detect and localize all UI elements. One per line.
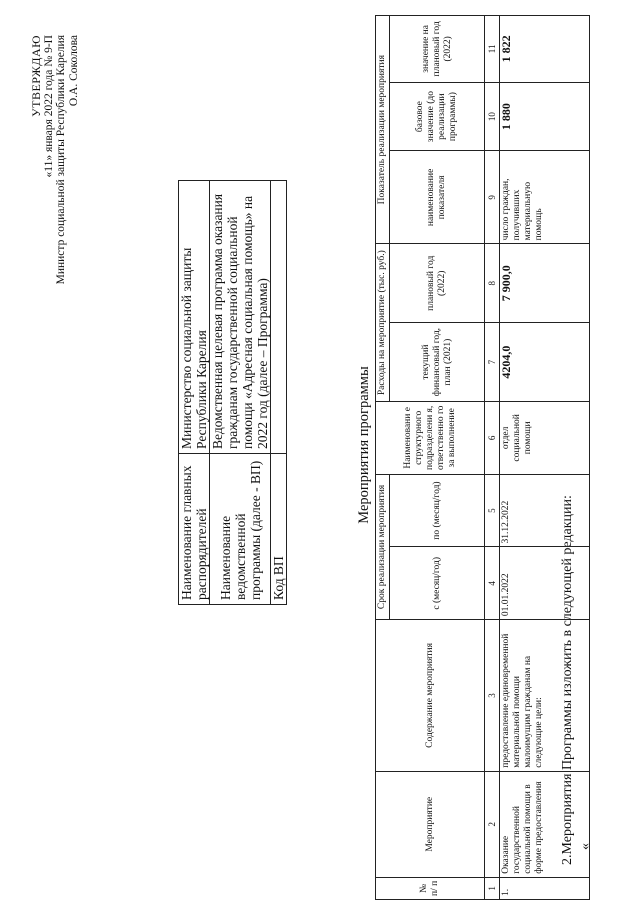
col-number: 3: [485, 620, 500, 772]
info-row-distributors: [179, 181, 210, 605]
approval-date: «11» января 2022 года № 9-П: [42, 35, 55, 178]
header-content: Содержание мероприятия: [376, 620, 485, 772]
cell-exp-plan: 7 900,0: [500, 244, 590, 323]
table-row: [500, 16, 590, 900]
info-value: [271, 181, 287, 454]
cell-from: 01.01.2022: [500, 547, 590, 620]
col-number: 4: [485, 547, 500, 620]
info-key: Наименование ведомственной программы (далее - ВП): [210, 454, 271, 605]
col-number: 2: [485, 771, 500, 877]
program-info-table: [178, 180, 287, 605]
col-number: 5: [485, 474, 500, 547]
approval-block: [30, 35, 80, 284]
cell-ind-plan: 1 822: [500, 16, 590, 83]
program-events-table: [375, 15, 590, 900]
approval-name: О.А. Соколова: [67, 35, 80, 107]
col-number: 6: [485, 401, 500, 474]
col-number: 8: [485, 244, 500, 323]
opening-quote-mark: «: [578, 843, 593, 850]
col-number: 11: [485, 16, 500, 83]
col-number: 1: [485, 877, 500, 899]
column-number-row: [485, 16, 500, 900]
col-number: 10: [485, 82, 500, 151]
cell-content: предоставление единовременной материальной помощи малоимущим гражданам на следующие цели:: [500, 620, 590, 772]
info-key: Наименование главных распорядителей: [179, 454, 210, 605]
header-ind-base: базовое значение (до реализации программы): [390, 82, 485, 151]
cell-ind-name: число граждан, получивших материальную помощь: [500, 151, 590, 244]
header-ind-name: наименование показателя: [390, 151, 485, 244]
header-row-1: [376, 16, 390, 900]
section-title: Мероприятия программы: [356, 366, 372, 524]
header-event: Мероприятие: [376, 771, 485, 877]
header-term: Срок реализации мероприятия: [376, 474, 390, 619]
info-row-code: [271, 181, 287, 605]
approval-title: УТВЕРЖДАЮ: [29, 35, 43, 117]
header-expenses: Расходы на мероприятие (тыс. руб.): [376, 244, 390, 402]
cell-to: 31.12.2022: [500, 474, 590, 547]
info-value: Министерство социальной защиты Республики Карелия: [179, 181, 210, 454]
cell-num: 1.: [500, 877, 590, 899]
cell-event: Оказание государственной социальной помощи в форме предоставления: [500, 771, 590, 877]
header-unit: Наименовани е структурного подразделени я, ответственно го за выполнение: [376, 401, 485, 474]
header-to: по (месяц/год): [390, 474, 485, 547]
header-from: с (месяц/год): [390, 547, 485, 620]
col-number: 9: [485, 151, 500, 244]
header-indicator: Показатель реализации мероприятия: [376, 16, 390, 244]
header-num: № п/ п: [376, 877, 485, 899]
cell-ind-base: 1 880: [500, 82, 590, 151]
cell-exp-current: 4204,0: [500, 323, 590, 402]
amendment-heading: 2.Мероприятия Программы изложить в следующей редакции:: [560, 495, 575, 865]
header-ind-plan: значение на плановый год (2022): [390, 16, 485, 83]
approval-position: Министр социальной защиты Республики Карелия: [55, 35, 67, 285]
cell-unit: отдел социальной помощи: [500, 401, 590, 474]
info-key: Код ВП: [271, 454, 287, 605]
header-exp-current: текущий финансовый год, план (2021): [390, 323, 485, 402]
info-value: Ведомственная целевая программа оказания гражданам государственной социальной помощи «Адресная социальная помощь» на 2022 год (далее – Программа): [210, 181, 271, 454]
header-exp-plan: плановый год (2022): [390, 244, 485, 323]
col-number: 7: [485, 323, 500, 402]
info-row-program-name: [210, 181, 271, 605]
